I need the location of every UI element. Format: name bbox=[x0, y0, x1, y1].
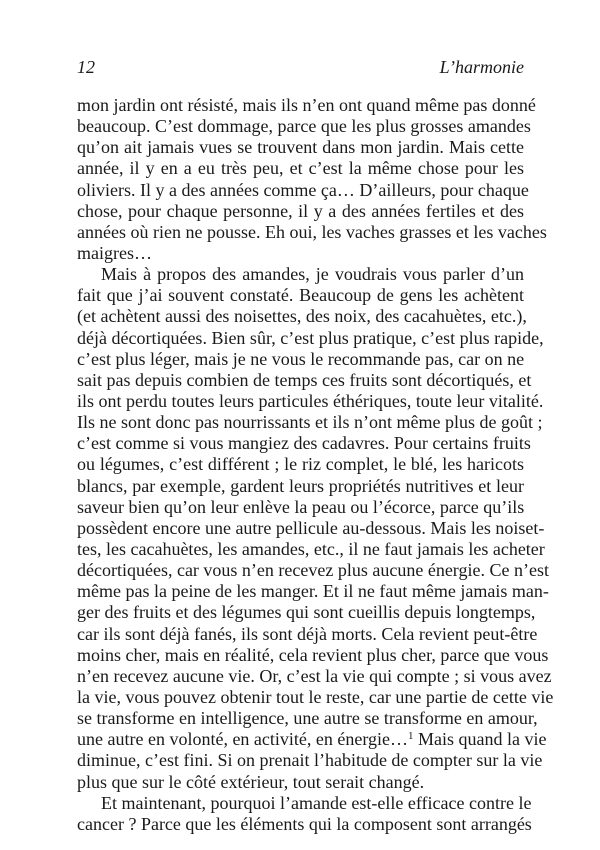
text-line: blancs, par exemple, gardent leurs propriétés nutritives et leur bbox=[77, 475, 524, 496]
page-number: 12 bbox=[77, 57, 95, 77]
text-line: cancer ? Parce que les éléments qui la composent sont arrangés bbox=[77, 813, 532, 834]
text-fragment: une autre en volonté, en activité, en énergie… bbox=[77, 729, 409, 750]
text-line: décortiquées, car vous n’en recevez plus aucune énergie. Ce n’est bbox=[77, 560, 549, 581]
book-page bbox=[77, 56, 554, 835]
text-line: la vie, vous pouvez obtenir tout le reste, car une partie de cette vie bbox=[77, 686, 554, 707]
text-line: se transforme en intelligence, une autre se transforme en amour, bbox=[77, 708, 538, 729]
text-line: Et maintenant, pourquoi l’amande est-elle efficace contre le bbox=[101, 792, 532, 813]
text-line: car ils sont déjà fanés, ils sont déjà morts. Cela revient peut-être bbox=[77, 623, 538, 644]
text-line: (et achètent aussi des noisettes, des noix, des cacahuètes, etc.), bbox=[77, 306, 527, 327]
text-fragment: Mais quand la vie bbox=[413, 729, 547, 750]
text-line: qu’on ait jamais vues se trouvent dans mon jardin. Mais cette bbox=[77, 137, 524, 158]
paragraph bbox=[77, 792, 532, 835]
text-line: possèdent encore une autre pellicule au-dessous. Mais les noiset- bbox=[77, 517, 545, 538]
text-line: maigres… bbox=[77, 242, 152, 263]
text-line: beaucoup. C’est dommage, parce que les plus grosses amandes bbox=[77, 116, 531, 137]
running-head bbox=[77, 56, 524, 78]
text-line: fait que j’ai souvent constaté. Beaucoup de gens les achètent bbox=[77, 285, 524, 306]
text-line: sait pas depuis combien de temps ces fruits sont décortiqués, et bbox=[77, 369, 532, 390]
text-line: n’en recevez aucune vie. Or, c’est la vie qui compte ; si vous avez bbox=[77, 665, 552, 686]
body-text bbox=[77, 95, 554, 835]
text-line: ou légumes, c’est différent ; le riz complet, le blé, les haricots bbox=[77, 454, 524, 475]
text-line: c’est comme si vous mangiez des cadavres. Pour certains fruits bbox=[77, 433, 531, 454]
text-line: Ils ne sont donc pas nourrissants et ils n’ont même plus de goût ; bbox=[77, 412, 543, 433]
text-line: Mais à propos des amandes, je voudrais vous parler d’un bbox=[101, 264, 524, 285]
text-line: mon jardin ont résisté, mais ils n’en ont quand même pas donné bbox=[77, 95, 536, 115]
paragraph bbox=[77, 264, 554, 793]
text-line-with-footnote bbox=[77, 729, 547, 750]
text-line: même pas la peine de les manger. Et il ne faut même jamais man- bbox=[77, 581, 549, 602]
text-line: déjà décortiquées. Bien sûr, c’est plus pratique, c’est plus rapide, bbox=[77, 327, 544, 348]
text-line: années où rien ne pousse. Eh oui, les vaches grasses et les vaches bbox=[77, 221, 547, 242]
text-line: saveur bien qu’on leur enlève la peau ou l’écorce, parce qu’ils bbox=[77, 496, 525, 517]
text-line: tes, les cacahuètes, les amandes, etc., il ne faut jamais les acheter bbox=[77, 538, 545, 559]
text-line: plus que sur le côté extérieur, tout serait changé. bbox=[77, 771, 425, 792]
text-line: oliviers. Il y a des années comme ça… D’ailleurs, pour chaque bbox=[77, 179, 529, 200]
chapter-title: L’harmonie bbox=[439, 57, 524, 77]
text-line: chose, pour chaque personne, il y a des années fertiles et des bbox=[77, 200, 524, 221]
text-line: moins cher, mais en réalité, cela revient plus cher, parce que vous bbox=[77, 644, 549, 665]
text-line: ils ont perdu toutes leurs particules éthériques, toute leur vitalité. bbox=[77, 390, 544, 411]
text-line: ger des fruits et des légumes qui sont cueillis depuis longtemps, bbox=[77, 602, 536, 623]
text-line: diminue, c’est fini. Si on prenait l’habitude de compter sur la vie bbox=[77, 750, 543, 771]
footnote-marker[interactable]: 1 bbox=[408, 730, 414, 743]
paragraph bbox=[77, 95, 547, 264]
text-line: année, il y en a eu très peu, et c’est la même chose pour les bbox=[77, 158, 524, 179]
text-line: c’est plus léger, mais je ne vous le recommande pas, car on ne bbox=[77, 348, 525, 369]
